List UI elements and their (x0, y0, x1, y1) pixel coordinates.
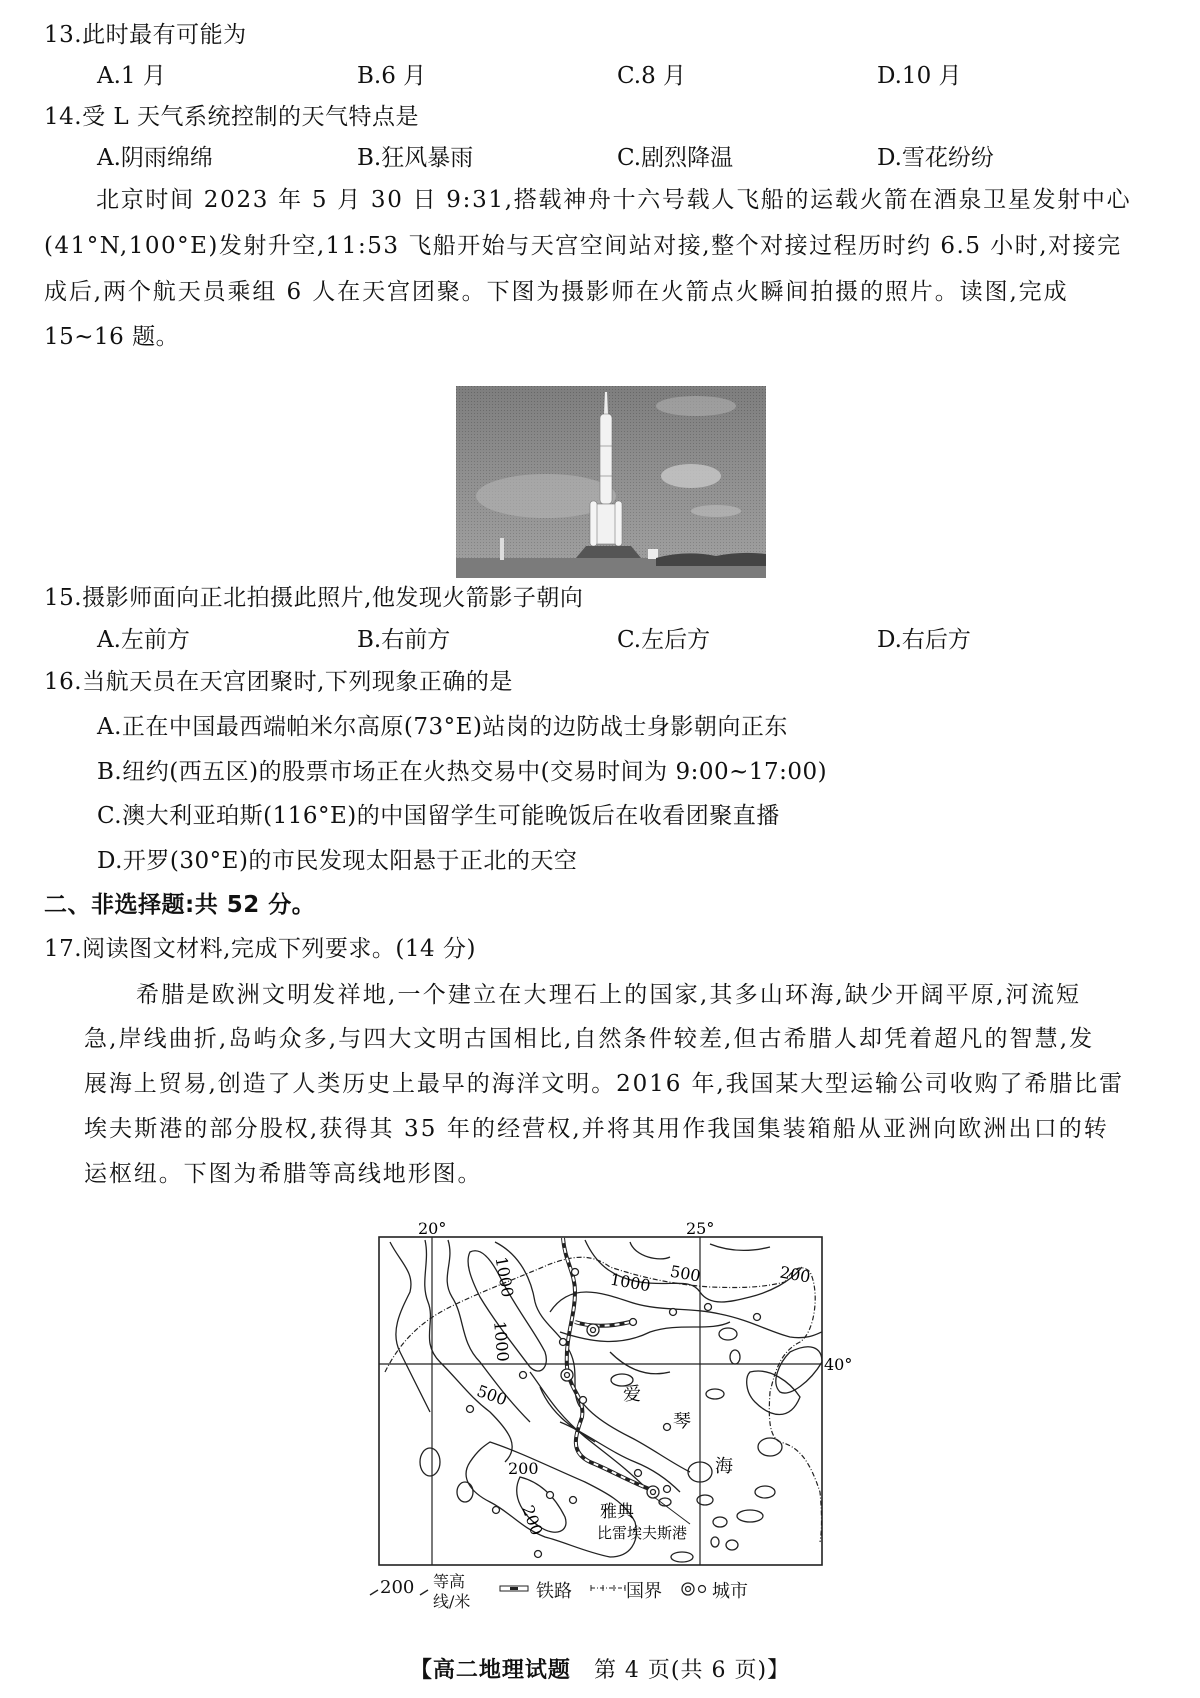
material1-line-4: 15~16 题。 (44, 324, 180, 350)
q17-line-1: 希腊是欧洲文明发祥地,一个建立在大理石上的国家,其多山环海,缺少开阔平原,河流短 (136, 982, 1082, 1008)
q13-option-a[interactable]: A.1 月 (97, 63, 166, 89)
port-label-piraeus: 比雷埃夫斯港 (597, 1524, 688, 1542)
q13-option-b[interactable]: B.6 月 (357, 63, 427, 89)
q16-option-d[interactable]: D.开罗(30°E)的市民发现太阳悬于正北的天空 (97, 848, 578, 874)
sea-char-3: 海 (715, 1456, 733, 1477)
q17-line-3: 展海上贸易,创造了人类历史上最早的海洋文明。2016 年,我国某大型运输公司收购了希腊比雷 (84, 1071, 1124, 1097)
map-legend (368, 1572, 868, 1625)
contour-label-1000-a: 1000 (491, 1255, 518, 1299)
port-leader-line (654, 1497, 690, 1524)
contour-label-1000-b: 1000 (490, 1320, 513, 1363)
national-border (385, 1257, 822, 1542)
page-footer (0, 1653, 1200, 1684)
footer-page: 第 4 页(共 6 页)】 (593, 1658, 791, 1683)
q13-stem: 13.此时最有可能为 (44, 22, 247, 48)
legend-railway-label: 铁路 (536, 1581, 572, 1602)
lon-label-20: 20° (418, 1219, 447, 1238)
q14-option-a[interactable]: A.阴雨绵绵 (97, 145, 213, 171)
q17-line-5: 运枢纽。下图为希腊等高线地形图。 (84, 1161, 483, 1187)
contour-label-200-c: 200 (518, 1502, 547, 1538)
rocket-launch-photo (456, 386, 766, 578)
q14-option-d[interactable]: D.雪花纷纷 (877, 145, 994, 171)
greece-contour-map (370, 1219, 853, 1582)
q14-option-b[interactable]: B.狂风暴雨 (357, 145, 474, 171)
q14-option-c[interactable]: C.剧烈降温 (617, 145, 734, 171)
city-label-athens: 雅典 (600, 1502, 634, 1522)
lat-label-40: 40° (824, 1355, 853, 1374)
q13-option-d[interactable]: D.10 月 (877, 63, 962, 89)
contour-label-200-b: 200 (508, 1459, 539, 1478)
q13-options (97, 61, 1097, 91)
q15-options (97, 625, 1097, 655)
lon-label-25: 25° (686, 1219, 715, 1238)
legend-city-label: 城市 (712, 1581, 748, 1602)
legend-border-icon (590, 1583, 626, 1593)
q15-option-c[interactable]: C.左后方 (617, 627, 711, 653)
q17-stem: 17.阅读图文材料,完成下列要求。(14 分) (44, 936, 476, 962)
contour-label-500-a: 500 (668, 1261, 703, 1286)
q15-option-b[interactable]: B.右前方 (357, 627, 451, 653)
q17-line-2: 急,岸线曲折,岛屿众多,与四大文明古国相比,自然条件较差,但古希腊人却凭着超凡的智慧,发 (84, 1026, 1095, 1052)
q15-stem: 15.摄影师面向正北拍摄此照片,他发现火箭影子朝向 (44, 585, 584, 611)
q16-stem: 16.当航天员在天宫团聚时,下列现象正确的是 (44, 669, 513, 695)
contour-label-200-a: 200 (778, 1262, 812, 1287)
section2-title: 二、非选择题:共 52 分。 (44, 892, 316, 918)
q16-option-a[interactable]: A.正在中国最西端帕米尔高原(73°E)站岗的边防战士身影朝向正东 (97, 714, 788, 740)
sea-char-1: 爱 (623, 1384, 641, 1405)
q13-option-c[interactable]: C.8 月 (617, 63, 687, 89)
legend-contour-text-2: 线/米 (433, 1592, 471, 1611)
q16-option-c[interactable]: C.澳大利亚珀斯(116°E)的中国留学生可能晚饭后在收看团聚直播 (97, 803, 780, 829)
material1-line-2: (41°N,100°E)发射升空,11:53 飞船开始与天宫空间站对接,整个对接过程历时约 6.5 小时,对接完 (44, 233, 1122, 259)
q17-line-4: 埃夫斯港的部分股权,获得其 35 年的经营权,并将其用作我国集装箱船从亚洲向欧洲出口的转 (84, 1116, 1109, 1142)
legend-contour-text-1: 等高 (433, 1572, 466, 1591)
legend-city-icon (680, 1581, 710, 1597)
q14-stem: 14.受 L 天气系统控制的天气特点是 (44, 104, 419, 130)
contour-label-1000-c: 1000 (608, 1269, 653, 1296)
q15-option-d[interactable]: D.右后方 (877, 627, 971, 653)
q15-option-a[interactable]: A.左前方 (97, 627, 190, 653)
material1-line-1: 北京时间 2023 年 5 月 30 日 9:31,搭载神舟十六号载人飞船的运载火箭在酒泉卫星发射中心 (96, 187, 1132, 213)
q16-option-b[interactable]: B.纽约(西五区)的股票市场正在火热交易中(交易时间为 9:00~17:00) (97, 759, 828, 785)
q14-options (97, 143, 1097, 173)
legend-railway-icon (500, 1585, 530, 1593)
legend-contour-value: 200 (380, 1577, 415, 1598)
material1-line-3: 成后,两个航天员乘组 6 人在天宫团聚。下图为摄影师在火箭点火瞬间拍摄的照片。读图,完成 (44, 279, 1069, 305)
contour-label-500-b: 500 (474, 1381, 510, 1410)
footer-title: 【高二地理试题 (409, 1658, 571, 1683)
sea-char-2: 琴 (673, 1411, 691, 1432)
legend-border-label: 国界 (626, 1581, 662, 1602)
